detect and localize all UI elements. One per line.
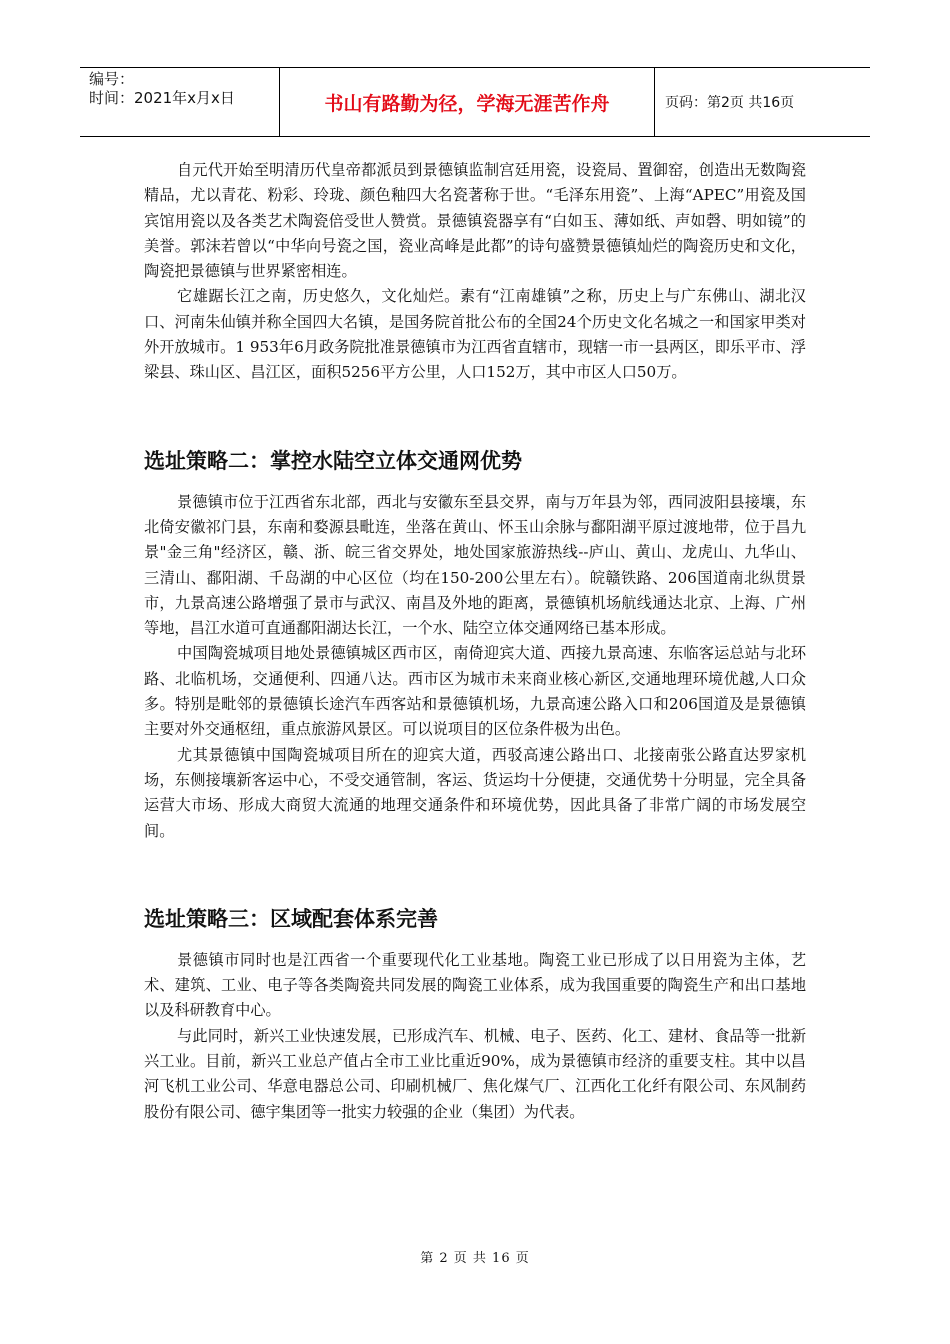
page-header (80, 67, 870, 137)
section-heading-support-system: 选址策略三：区域配套体系完善 (144, 906, 438, 931)
document-body (144, 158, 806, 1125)
page-footer: 第 2 页 共 16 页 (420, 1251, 530, 1266)
header-slogan: 书山有路勤为径，学海无涯苦作舟 (280, 68, 655, 136)
paragraph-project-site: 中国陶瓷城项目地处景德镇城区西市区，南倚迎宾大道、西接九景高速、东临客运总站与北环路、北临机场，交通便利、四通八达。西市区为城市未来商业核心新区,交通地理环境优越,人口众多。特别是毗邻的景德镇长途汽车西客站和景德镇机场，九景高速公路入口和206国道及是景德镇主要对外交通枢纽，重点旅游风景区。可以说项目的区位条件极为出色。 (144, 644, 806, 739)
paragraph-ceramic-history: 自元代开始至明清历代皇帝都派员到景德镇监制宫廷用瓷，设瓷局、置御窑，创造出无数陶瓷精品，尤以青花、粉彩、玲珑、颜色釉四大名瓷著称于世。“毛泽东用瓷”、上海“APEC”用瓷及国宾馆用瓷以及各类艺术陶瓷倍受世人赞赏。景德镇瓷器享有“白如玉、薄如纸、声如磬、明如镜”的美誉。郭沫若曾以“中华向号瓷之国，瓷业高峰是此都”的诗句盛赞景德镇灿烂的陶瓷历史和文化，陶瓷把景德镇与世界紧密相连。 (144, 161, 806, 281)
document-date-label: 时间：2021年x月x日 (89, 89, 235, 107)
paragraph-location: 景德镇市位于江西省东北部，西北与安徽东至县交界，南与万年县为邻，西同波阳县接壤，东北倚安徽祁门县，东南和婺源县毗连，坐落在黄山、怀玉山余脉与鄱阳湖平原过渡地带，位于昌九景"金三角"经济区，赣、浙、皖三省交界处，地处国家旅游热线--庐山、黄山、龙虎山、九华山、三清山、鄱阳湖、千岛湖的中心区位（均在150-200公里左右）。皖赣铁路、206国道南北纵贯景市，九景高速公路增强了景市与武汉、南昌及外地的距离，景德镇机场航线通达北京、上海、广州等地，昌江水道可直通鄱阳湖达长江，一个水、陆空立体交通网络已基本形成。 (144, 492, 806, 638)
paragraph-city-overview: 它雄踞长江之南，历史悠久，文化灿烂。素有“江南雄镇”之称，历史上与广东佛山、湖北汉口、河南朱仙镇并称全国四大名镇，是国务院首批公布的全国24个历史文化名城之一和国家甲类对外开放城市。1 953年6月政务院批准景德镇市为江西省直辖市，现辖一市一县两区，即乐平市、浮梁县、珠山区、昌江区，面积5256平方公里，人口152万，其中市区人口50万。 (144, 287, 806, 382)
paragraph-industrial-base: 景德镇市同时也是江西省一个重要现代化工业基地。陶瓷工业已形成了以日用瓷为主体，艺术、建筑、工业、电子等各类陶瓷共同发展的陶瓷工业体系，成为我国重要的陶瓷生产和出口基地以及科研教育中心。 (144, 950, 806, 1020)
paragraph-yingbin-avenue: 尤其景德镇中国陶瓷城项目所在的迎宾大道，西驳高速公路出口、北接南张公路直达罗家机场，东侧接壤新客运中心，不受交通管制，客运、货运均十分便捷，交通优势十分明显，完全具备运营大市场、形成大商贸大流通的地理交通条件和环境优势，因此具备了非常广阔的市场发展空间。 (144, 745, 806, 840)
header-meta (80, 68, 280, 136)
document-number-label: 编号： (89, 70, 135, 88)
paragraph-new-industries: 与此同时，新兴工业快速发展，已形成汽车、机械、电子、医药、化工、建材、食品等一批新兴工业。目前，新兴工业总产值占全市工业比重近90%，成为景德镇市经济的重要支柱。其中以昌河飞机工业公司、华意电器总公司、印刷机械厂、焦化煤气厂、江西化工化纤有限公司、东风制药股份有限公司、德宇集团等一批实力较强的企业（集团）为代表。 (144, 1026, 806, 1121)
section-heading-transport: 选址策略二：掌控水陆空立体交通网优势 (144, 448, 522, 473)
header-page-info: 页码：第2页 共16页 (665, 95, 795, 111)
